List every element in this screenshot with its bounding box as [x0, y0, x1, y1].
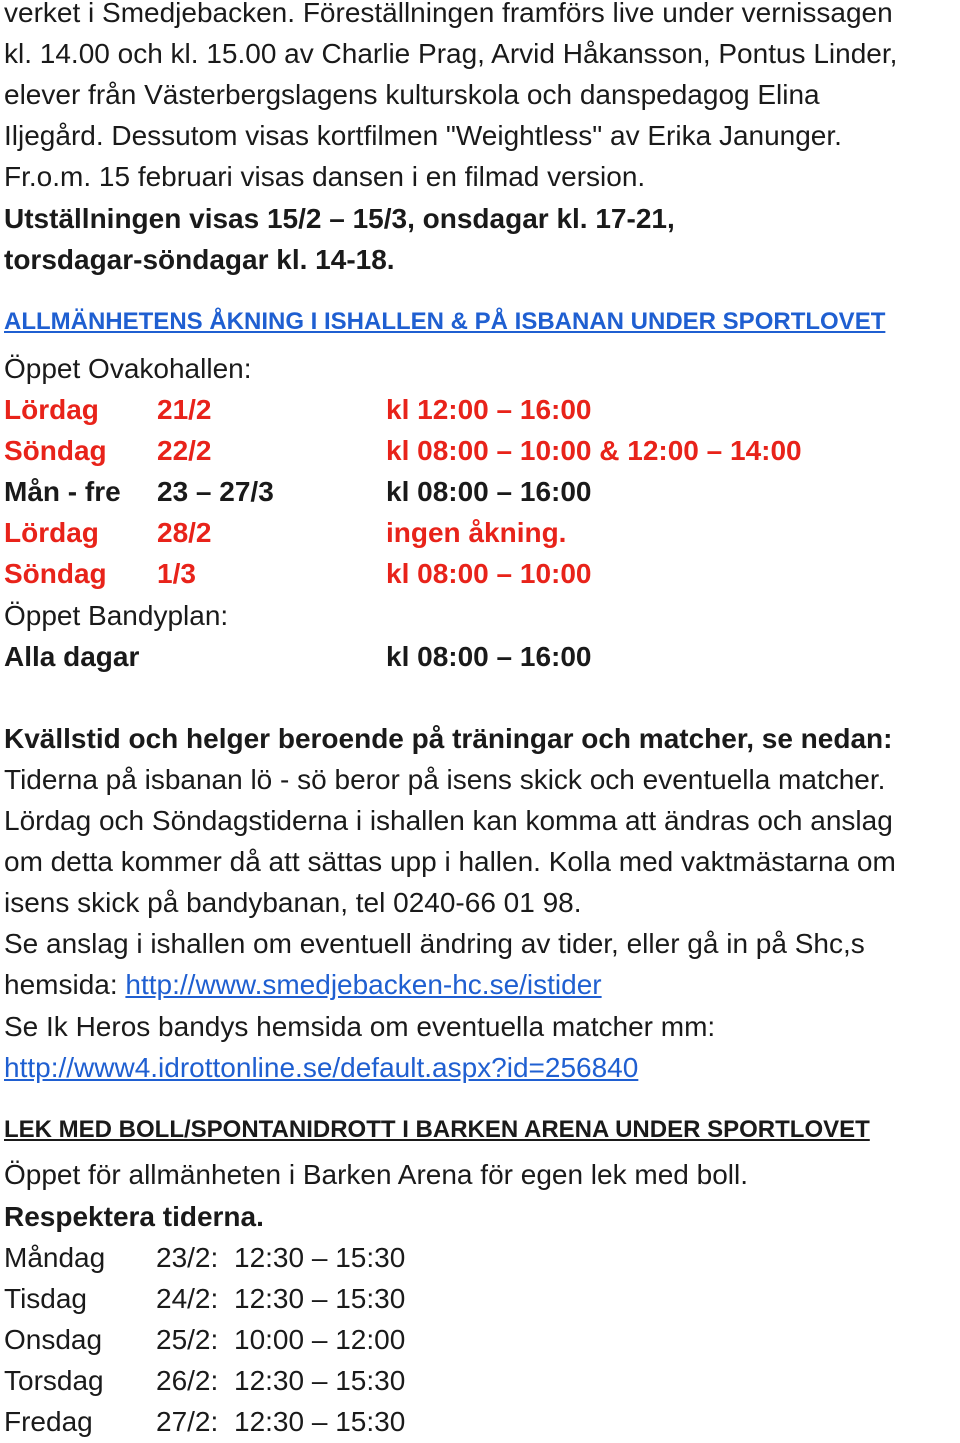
intro-line: Iljegård. Dessutom visas kortfilmen "Weightless" av Erika Janunger.	[4, 120, 842, 151]
ball-date: 26/2:	[156, 1365, 219, 1396]
schedule-time: kl 08:00 – 10:00	[386, 558, 592, 589]
bandy-title: Öppet Bandyplan:	[4, 600, 229, 631]
ball-day: Torsdag	[4, 1365, 104, 1396]
schedule-day: Lördag	[4, 517, 99, 548]
schedule-day: Lördag	[4, 394, 99, 425]
schedule-date: 21/2	[157, 394, 212, 425]
ball-time: 12:30 – 15:30	[234, 1283, 406, 1314]
schedule-day: Söndag	[4, 435, 107, 466]
ball-intro: Öppet för allmänheten i Barken Arena för egen lek med boll.	[4, 1159, 748, 1190]
note-line: Lördag och Söndagstiderna i ishallen kan komma att ändras och anslag	[4, 805, 893, 836]
schedule-row	[4, 434, 904, 468]
ball-date: 27/2:	[156, 1406, 219, 1437]
schedule-date: 28/2	[157, 517, 212, 548]
schedule-time: ingen åkning.	[386, 517, 567, 548]
schedule-row	[4, 475, 904, 509]
schedule-row	[4, 516, 904, 550]
ball-row	[4, 1405, 604, 1439]
ovako-title: Öppet Ovakohallen:	[4, 353, 252, 384]
schedule-time: kl 08:00 – 10:00 & 12:00 – 14:00	[386, 435, 802, 466]
ball-row	[4, 1241, 604, 1275]
hemsida-line	[4, 968, 602, 1002]
ball-heading: LEK MED BOLL/SPONTANIDROTT I BARKEN ARENA UNDER SPORTLOVET	[4, 1116, 870, 1143]
bandy-time: kl 08:00 – 16:00	[386, 641, 592, 672]
note-line: om detta kommer då att sättas upp i hallen. Kolla med vaktmästarna om	[4, 846, 896, 877]
hc-website-link[interactable]: http://www.smedjebacken-hc.se/istider	[125, 969, 602, 1000]
schedule-date: 23 – 27/3	[157, 476, 274, 507]
hemsida-label: hemsida:	[4, 969, 126, 1000]
schedule-date: 1/3	[157, 558, 196, 589]
bandy-day: Alla dagar	[4, 641, 140, 672]
note-line: Se anslag i ishallen om eventuell ändring av tider, eller gå in på Shc,s	[4, 928, 865, 959]
schedule-day: Söndag	[4, 558, 107, 589]
schedule-row	[4, 557, 904, 591]
intro-line: Fr.o.m. 15 februari visas dansen i en filmad version.	[4, 161, 646, 192]
schedule-day: Mån - fre	[4, 476, 121, 507]
intro-line: elever från Västerbergslagens kulturskola och danspedagog Elina	[4, 79, 820, 110]
schedule-time: kl 12:00 – 16:00	[386, 394, 592, 425]
heros-line: Se Ik Heros bandys hemsida om eventuella matcher mm:	[4, 1011, 716, 1042]
schedule-time: kl 08:00 – 16:00	[386, 476, 592, 507]
intro-line: verket i Smedjebacken. Föreställningen framförs live under vernissagen	[4, 0, 893, 28]
exhibition-dates: Utställningen visas 15/2 – 15/3, onsdagar kl. 17-21,	[4, 203, 675, 234]
exhibition-dates: torsdagar-söndagar kl. 14-18.	[4, 244, 395, 275]
ball-date: 25/2:	[156, 1324, 219, 1355]
ball-time: 12:30 – 15:30	[234, 1365, 406, 1396]
ball-row	[4, 1364, 604, 1398]
intro-line: kl. 14.00 och kl. 15.00 av Charlie Prag, Arvid Håkansson, Pontus Linder,	[4, 38, 898, 69]
ball-row	[4, 1282, 604, 1316]
bandy-row	[4, 640, 904, 674]
schedule-date: 22/2	[157, 435, 212, 466]
ball-day: Fredag	[4, 1406, 93, 1437]
ball-day: Onsdag	[4, 1324, 103, 1355]
respect-note: Respektera tiderna.	[4, 1201, 264, 1232]
note-line: Tiderna på isbanan lö - sö beror på isens skick och eventuella matcher.	[4, 764, 886, 795]
ball-day: Måndag	[4, 1242, 106, 1273]
heros-website-link[interactable]: http://www4.idrottonline.se/default.aspx?id=256840	[4, 1052, 639, 1083]
ball-date: 24/2:	[156, 1283, 219, 1314]
ball-row	[4, 1323, 604, 1357]
evening-note-heading: Kvällstid och helger beroende på träningar och matcher, se nedan:	[4, 723, 893, 754]
ball-date: 23/2:	[156, 1242, 219, 1273]
ball-time: 12:30 – 15:30	[234, 1406, 406, 1437]
ball-day: Tisdag	[4, 1283, 88, 1314]
schedule-row	[4, 393, 904, 427]
note-line: isens skick på bandybanan, tel 0240-66 01 98.	[4, 887, 582, 918]
skating-heading-link[interactable]: ALLMÄNHETENS ÅKNING I ISHALLEN & PÅ ISBANAN UNDER SPORTLOVET	[4, 308, 886, 335]
ball-time: 10:00 – 12:00	[234, 1324, 406, 1355]
ball-time: 12:30 – 15:30	[234, 1242, 406, 1273]
